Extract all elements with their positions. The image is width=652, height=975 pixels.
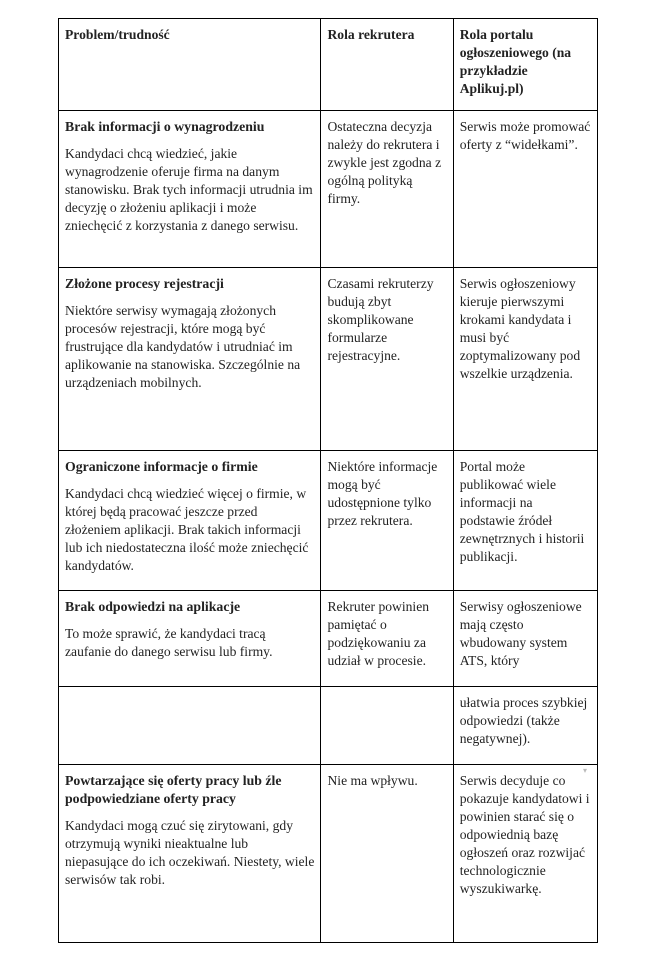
- recruiter-role-cell: Czasami rekruterzy budują zbyt skomplikowane formularze rejestracyjne.: [321, 268, 453, 451]
- problem-cell: [59, 591, 321, 687]
- cell-resize-handle-icon[interactable]: ▾: [583, 766, 588, 775]
- empty-cell: [321, 687, 453, 765]
- empty-cell: [59, 687, 321, 765]
- table-row: [59, 765, 598, 943]
- recruiter-role-cell: Nie ma wpływu.: [321, 765, 453, 943]
- portal-role-cell: Serwisy ogłoszeniowe mają często wbudowany system ATS, który: [453, 591, 597, 687]
- portal-role-cell: Serwis może promować oferty z “widełkami”.: [453, 111, 597, 268]
- recruiter-role-cell: Ostateczna decyzja należy do rekrutera i zwykle jest zgodna z ogólną polityką firmy.: [321, 111, 453, 268]
- recruiter-role-cell: Niektóre informacje mogą być udostępnione tylko przez rekrutera.: [321, 451, 453, 591]
- header-row: [59, 19, 598, 111]
- table-row: [59, 268, 598, 451]
- problem-cell: [59, 268, 321, 451]
- portal-role-cell: Serwis ogłoszeniowy kieruje pierwszymi krokami kandydata i musi być zoptymalizowany pod wszelkie urządzenia.: [453, 268, 597, 451]
- portal-role-cell: Serwis decyduje co pokazuje kandydatowi i powinien starać się o odpowiednią bazę ogłoszeń oraz rozwijać technologicznie wyszukiwarkę.: [453, 765, 597, 943]
- problem-title: Brak informacji o wynagrodzeniu: [65, 119, 265, 134]
- problem-title: Złożone procesy rejestracji: [65, 276, 224, 291]
- table-row: [59, 451, 598, 591]
- portal-role-cell: ułatwia proces szybkiej odpowiedzi (także negatywnej).: [453, 687, 597, 765]
- problem-description: Niektóre serwisy wymagają złożonych procesów rejestracji, które mogą być frustrujące dla kandydatów i utrudniać im aplikowanie na stanowiska. Szczególnie na urządzeniach mobilnych.: [65, 303, 301, 390]
- problem-description: Kandydaci chcą wiedzieć więcej o firmie, w której będą pracować jeszcze przed złożeniem aplikacji. Brak takich informacji lub ich niedostateczna ilość może zniechęcić kandydatów.: [65, 486, 309, 573]
- problem-cell: [59, 765, 321, 943]
- recruiter-role-cell: Rekruter powinien pamiętać o podziękowaniu za udział w procesie.: [321, 591, 453, 687]
- table-row: [59, 591, 598, 687]
- comparison-table: [58, 18, 598, 943]
- portal-role-cell: Portal może publikować wiele informacji na podstawie źródeł zewnętrznych i historii publikacji.: [453, 451, 597, 591]
- problem-title: Brak odpowiedzi na aplikacje: [65, 599, 241, 614]
- problem-title: Powtarzające się oferty pracy lub źle podpowiedziane oferty pracy: [65, 773, 282, 806]
- problem-cell: [59, 451, 321, 591]
- header-recruiter: Rola rekrutera: [321, 19, 453, 111]
- header-portal: Rola portalu ogłoszeniowego (na przykładzie Aplikuj.pl): [453, 19, 597, 111]
- problem-cell: [59, 111, 321, 268]
- problem-description: Kandydaci mogą czuć się zirytowani, gdy otrzymują wyniki nieaktualne lub niepasujące do ich oczekiwań. Niestety, wiele serwisów tak robi.: [65, 818, 315, 887]
- table-row-continuation: [59, 687, 598, 765]
- problem-description: Kandydaci chcą wiedzieć, jakie wynagrodzenie oferuje firma na danym stanowisku. Brak tych informacji utrudnia im decyzję o złożeniu aplikacji i może zniechęcić z korzystania z danego serwisu.: [65, 146, 313, 233]
- problem-title: Ograniczone informacje o firmie: [65, 459, 258, 474]
- header-problem: Problem/trudność: [59, 19, 321, 111]
- table-row: [59, 111, 598, 268]
- problem-description: To może sprawić, że kandydaci tracą zaufanie do danego serwisu lub firmy.: [65, 626, 273, 659]
